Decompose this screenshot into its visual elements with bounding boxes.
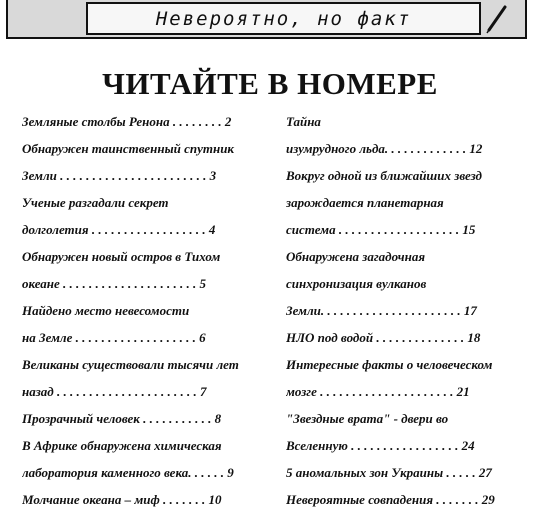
toc-line: Вселенную . . . . . . . . . . . . . . . . . 24: [286, 438, 475, 453]
toc-line: Обнаружена загадочная: [286, 249, 426, 264]
toc-line: Земли. . . . . . . . . . . . . . . . . . . . . . 17: [286, 303, 477, 318]
toc-line: Обнаружен новый остров в Тихом: [22, 249, 221, 264]
pen-icon: [481, 4, 511, 34]
page-title: ЧИТАЙТЕ В НОМЕРЕ: [102, 66, 438, 101]
toc-line: синхронизация вулканов: [286, 276, 427, 291]
toc-line: НЛО под водой . . . . . . . . . . . . . . 18: [286, 330, 481, 345]
rubric-label-box: [86, 2, 481, 35]
toc-line: Великаны существовали тысячи лет: [22, 357, 239, 372]
toc-line: Ученые разгадали секрет: [22, 195, 169, 210]
toc-line: "Звездные врата" - двери во: [286, 411, 449, 426]
toc-line: зарождается планетарная: [286, 195, 444, 210]
toc-line: 5 аномальных зон Украины . . . . . 27: [286, 465, 492, 480]
rubric-header: [6, 0, 527, 39]
toc-line: Интересные факты о человеческом: [286, 357, 493, 372]
toc-line: Тайна: [286, 114, 321, 129]
toc-line: Обнаружен таинственный спутник: [22, 141, 235, 156]
toc-line: Земляные столбы Ренона . . . . . . . . 2: [22, 114, 232, 129]
toc-line: Молчание океана – миф . . . . . . . 10: [22, 492, 222, 507]
toc-line: Земли . . . . . . . . . . . . . . . . . . . . . . . 3: [22, 168, 217, 183]
toc-line: изумрудного льда. . . . . . . . . . . . . 12: [286, 141, 483, 156]
toc-line: океане . . . . . . . . . . . . . . . . . . . . . 5: [22, 276, 207, 291]
toc-line: В Африке обнаружена химическая: [22, 438, 222, 453]
toc-line: долголетия . . . . . . . . . . . . . . . . . . 4: [22, 222, 216, 237]
toc-line: Вокруг одной из ближайших звезд: [286, 168, 482, 183]
toc-line: на Земле . . . . . . . . . . . . . . . . . . . 6: [22, 330, 206, 345]
toc-line: мозге . . . . . . . . . . . . . . . . . . . . . 21: [286, 384, 470, 399]
toc-left-column: [22, 108, 262, 513]
toc-line: Невероятные совпадения . . . . . . . 29: [286, 492, 495, 507]
toc-line: Прозрачный человек . . . . . . . . . . . 8: [22, 411, 222, 426]
toc-line: назад . . . . . . . . . . . . . . . . . . . . . . 7: [22, 384, 207, 399]
toc-line: система . . . . . . . . . . . . . . . . . . . 15: [286, 222, 476, 237]
toc-right-column: [286, 108, 518, 513]
toc-line: лаборатория каменного века. . . . . . 9: [22, 465, 234, 480]
toc-line: Найдено место невесомости: [22, 303, 190, 318]
rubric-label: Невероятно, но факт: [155, 7, 412, 30]
